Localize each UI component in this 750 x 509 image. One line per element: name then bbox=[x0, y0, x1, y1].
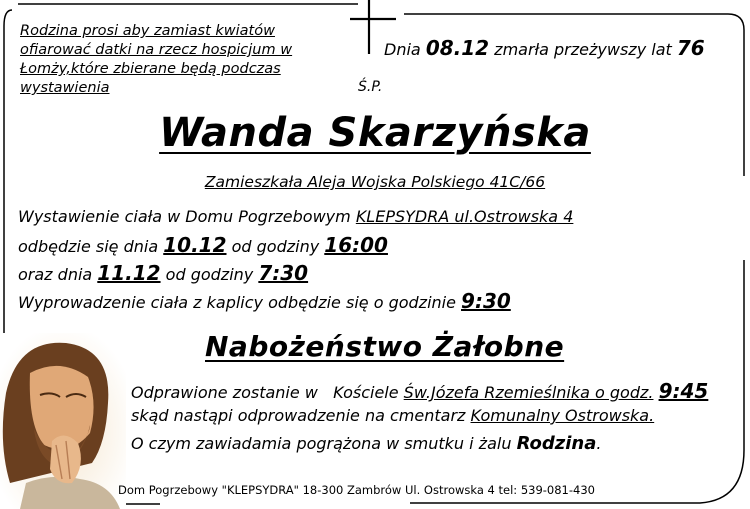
service-line-3-suffix: . bbox=[596, 434, 602, 453]
viewing-date-2: 11.12 bbox=[97, 261, 161, 285]
church-name: Św.Józefa Rzemieślnika o godz. bbox=[403, 383, 654, 402]
notice-line: Rodzina prosi aby zamiast kwiatów bbox=[20, 23, 275, 39]
departure-line bbox=[18, 289, 511, 313]
viewing-line-3-mid: od godziny bbox=[165, 265, 254, 284]
viewing-line-2 bbox=[18, 233, 388, 257]
viewing-place: KLEPSYDRA ul.Ostrowska 4 bbox=[355, 207, 574, 226]
departure-time: 9:30 bbox=[461, 289, 511, 313]
cemetery-name: Komunalny Ostrowska. bbox=[470, 406, 655, 425]
viewing-line-3-prefix: oraz dnia bbox=[18, 265, 93, 284]
notice-line: ofiarować datki na rzecz hospicjum w bbox=[20, 42, 293, 58]
viewing-time-1: 16:00 bbox=[324, 233, 388, 257]
address bbox=[0, 173, 750, 191]
funeral-home-footer: Dom Pogrzebowy "KLEPSYDRA" 18-300 Zambrów Ul. Ostrowska 4 tel: 539-081-430 bbox=[118, 483, 595, 497]
praying-jesus-portrait bbox=[0, 333, 126, 509]
notice-line: Łomży,które zbierane będą podczas bbox=[20, 61, 281, 77]
family-signature: Rodzina bbox=[516, 433, 597, 454]
viewing-line-2-prefix: odbędzie się dnia bbox=[18, 237, 159, 256]
abbrev-sp: Ś.P. bbox=[358, 79, 383, 95]
service-line-1 bbox=[131, 379, 708, 403]
service-time: 9:45 bbox=[658, 379, 709, 403]
deceased-name-text: Wanda Skarzyńska bbox=[159, 110, 591, 156]
notice-line: wystawienia bbox=[20, 80, 110, 96]
death-date: 08.12 bbox=[425, 36, 490, 60]
family-notice bbox=[20, 22, 318, 98]
church-label: Kościele bbox=[333, 383, 399, 402]
viewing-date-1: 10.12 bbox=[163, 233, 227, 257]
service-line-3-prefix: O czym zawiadamia pogrążona w smutku i żalu bbox=[131, 434, 512, 453]
service-line-1-prefix: Odprawione zostanie w bbox=[131, 383, 318, 402]
death-middle: zmarła przeżywszy lat bbox=[494, 40, 672, 59]
deceased-name bbox=[0, 110, 750, 156]
service-title bbox=[205, 330, 564, 363]
viewing-time-2: 7:30 bbox=[258, 261, 309, 285]
death-info bbox=[384, 36, 705, 60]
service-line-3 bbox=[131, 433, 601, 454]
service-line-2-prefix: skąd nastąpi odprowadzenie na cmentarz bbox=[131, 406, 466, 425]
service-title-text: Nabożeństwo Żałobne bbox=[205, 330, 565, 363]
viewing-line-2-mid: od godziny bbox=[231, 237, 320, 256]
service-line-2 bbox=[131, 406, 654, 425]
viewing-line-3 bbox=[18, 261, 308, 285]
departure-prefix: Wyprowadzenie ciała z kaplicy odbędzie się o godzinie bbox=[18, 293, 456, 312]
address-text: Zamieszkała Aleja Wojska Polskiego 41C/66 bbox=[204, 173, 546, 191]
viewing-line-1 bbox=[18, 207, 573, 226]
viewing-line-1-prefix: Wystawienie ciała w Domu Pogrzebowym bbox=[18, 207, 351, 226]
death-age: 76 bbox=[676, 36, 705, 60]
death-prefix: Dnia bbox=[384, 40, 421, 59]
